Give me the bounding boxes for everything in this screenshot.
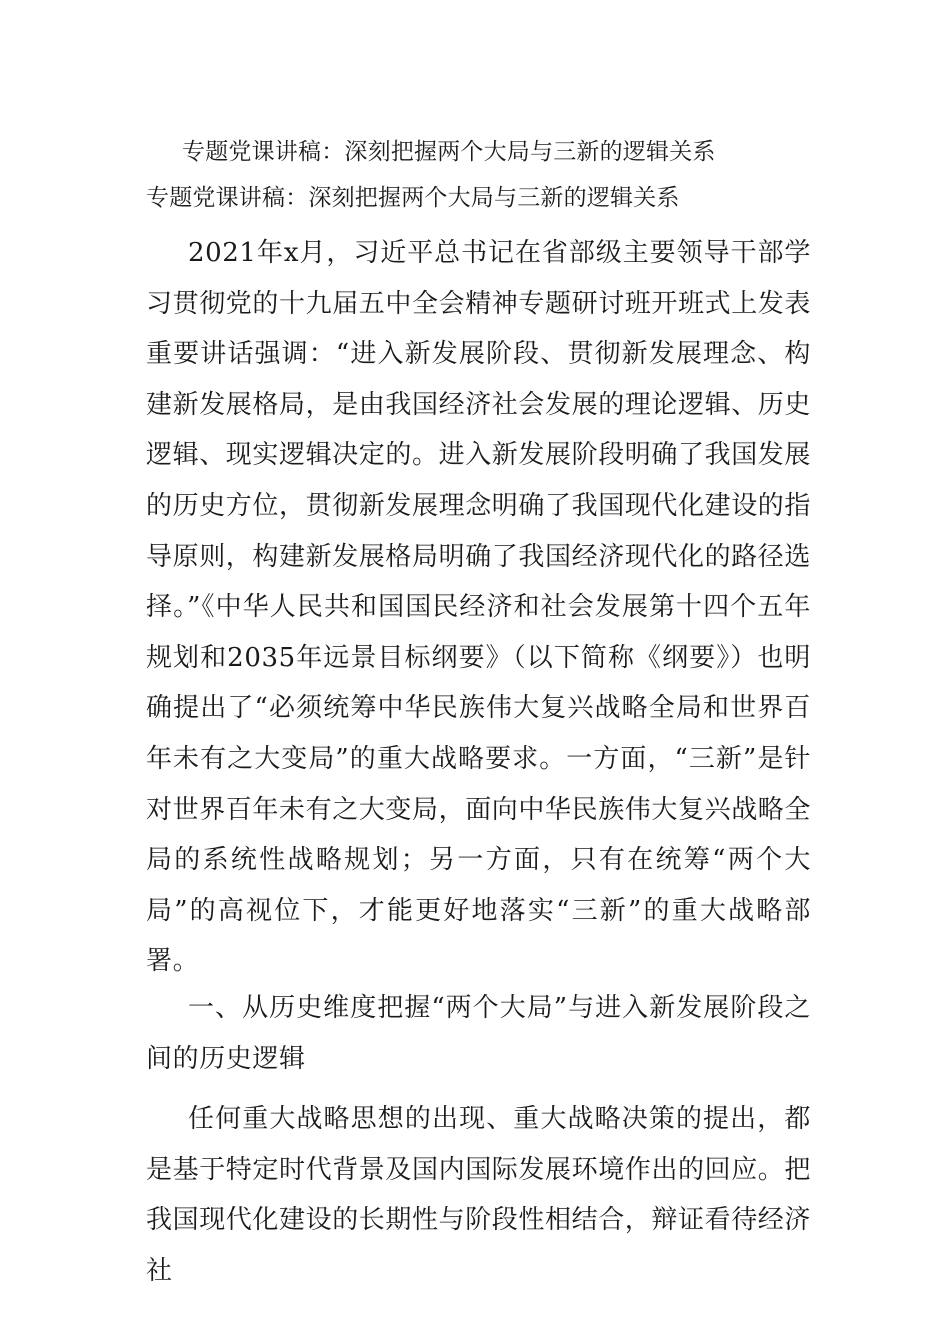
paragraph-section-1: 任何重大战略思想的出现、重大战略决策的提出，都是基于特定时代背景及国内国际发展环境作出的回应。把我国现代化建设的长期性与阶段性相结合，辩证看待经济社 [146, 1104, 812, 1286]
section-heading-1: 一、从历史维度把握“两个大局”与进入新发展阶段之间的历史逻辑 [146, 993, 811, 1074]
document-title: 专题党课讲稿：深刻把握两个大局与三新的逻辑关系 [182, 139, 716, 165]
document-subtitle: 专题党课讲稿：深刻把握两个大局与三新的逻辑关系 [146, 185, 680, 211]
paragraph-intro: 2021年x月，习近平总书记在省部级主要领导干部学习贯彻党的十九届五中全会精神专题研讨班开班式上发表重要讲话强调：“进入新发展阶段、贯彻新发展理念、构建新发展格局，是由我国经济社会发展的理论逻辑、历史逻辑、现实逻辑决定的。进入新发展阶段明确了我国发展的历史方位，贯彻新发展理念明确了我国现代化建设的指导原则，构建新发展格局明确了我国经济现代化的路径选择。”《中华人民共和国国民经济和社会发展第十四个五年规划和2035年远景目标纲要》（以下简称《纲要》）也明确提出了“必须统筹中华民族伟大复兴战略全局和世界百年未有之大变局”的重大战略要求。一方面，“三新”是针对世界百年未有之大变局，面向中华民族伟大复兴战略全局的系统性战略规划；另一方面，只有在统筹“两个大局”的高视位下，才能更好地落实“三新”的重大战略部署。 [146, 238, 812, 977]
